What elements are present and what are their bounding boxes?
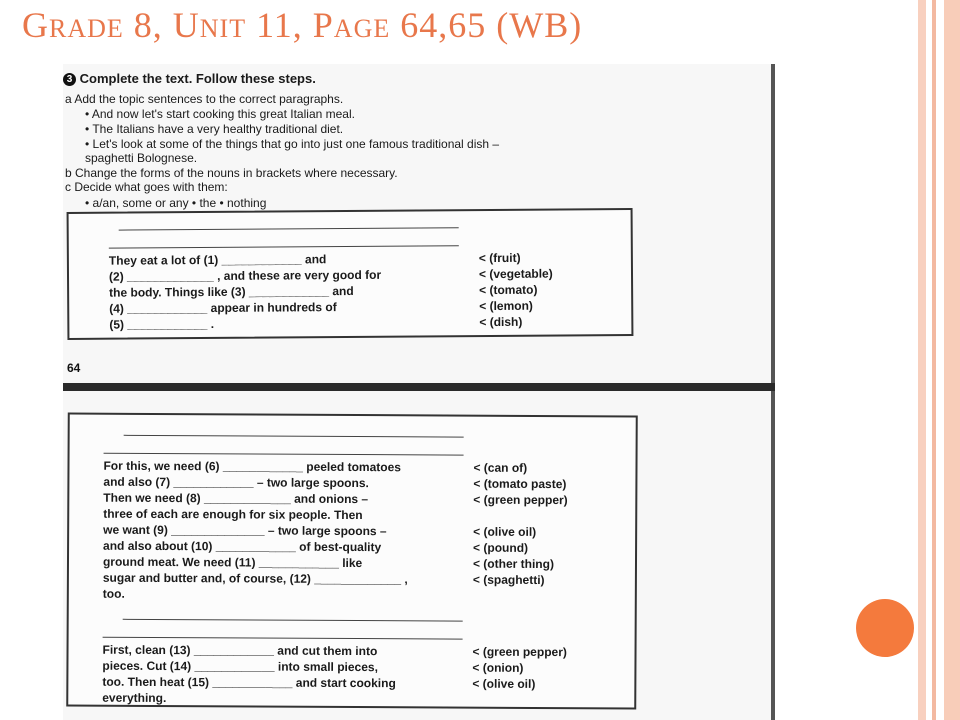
p64-hint-4: < (lemon) [479, 298, 533, 314]
step-a-bullet-1: • And now let's start cooking this great Italian meal. [85, 107, 355, 121]
step-a-bullet-3-cont: spaghetti Bolognese. [85, 151, 198, 165]
p65-para2-line-6: and also about (10) ____________ of best-quality [103, 538, 382, 555]
p65-para2-line-4: three of each are enough for six people. Then [103, 506, 363, 523]
p64-line-2: (2) _____________ , and these are very good for [108, 267, 382, 284]
p64-hint-5: < (dish) [479, 314, 523, 330]
page-divider [63, 383, 775, 391]
topic-sentence-blank-4 [104, 453, 464, 456]
page64-card [67, 208, 634, 340]
title-part-4: 64,65 (WB) [390, 5, 583, 45]
step-c-options: • a/an, some or any • the • nothing [85, 196, 267, 210]
title-part-1: GRADE [22, 5, 124, 45]
p64-line-4: (4) ____________ appear in hundreds of [109, 300, 337, 316]
workbook-scan [63, 64, 775, 720]
slide-title [22, 4, 582, 46]
edge-stripe-5 [944, 0, 960, 720]
topic-sentence-blank-2 [109, 245, 459, 248]
exercise-number-badge: 3 [63, 73, 76, 86]
p64-hint-1: < (fruit) [478, 250, 521, 266]
step-c: c Decide what goes with them: [65, 180, 228, 194]
p65-para3-line-3: too. Then heat (15) ____________ and start cooking [102, 674, 396, 691]
p65-para2-hint-7: < (other thing) [472, 556, 555, 572]
p65-para2-line-5: we want (9) ______________ – two large spoons – [103, 522, 387, 539]
topic-sentence-blank-5 [123, 619, 463, 622]
p65-para3-hint-1: < (green pepper) [472, 644, 567, 660]
p65-para2-line-3: Then we need (8) _____________ and onions – [103, 490, 369, 507]
p64-line-5: (5) ____________ . [109, 316, 215, 332]
p64-line-3: the body. Things like (3) ____________ and [109, 283, 354, 300]
step-b: b Change the forms of the nouns in brackets where necessary. [65, 166, 398, 180]
p65-para2-line-9: too. [102, 586, 125, 601]
p65-para3-line-2: pieces. Cut (14) ____________ into small pieces, [102, 658, 378, 675]
page65-card [66, 413, 638, 710]
p65-para2-line-7: ground meat. We need (11) ____________ like [102, 554, 363, 571]
p65-para2-line-1: For this, we need (6) ____________ peeled tomatoes [103, 458, 401, 475]
decorative-circle [856, 599, 914, 657]
p65-para3-hint-2: < (onion) [472, 660, 524, 675]
p64-hint-3: < (tomato) [479, 282, 538, 298]
p64-line-1: They eat a lot of (1) ____________ and [108, 252, 327, 268]
p65-para2-hint-3: < (green pepper) [473, 492, 568, 508]
step-a: a Add the topic sentences to the correct paragraphs. [65, 92, 344, 106]
p65-para2-line-8: sugar and butter and, of course, (12) _____________ , [102, 570, 408, 587]
title-part-2: 8, UNIT [123, 5, 247, 45]
step-a-bullet-2: • The Italians have a very healthy traditional diet. [85, 122, 344, 136]
p65-para2-hint-6: < (pound) [473, 540, 529, 555]
topic-sentence-blank-3 [124, 435, 464, 438]
topic-sentence-blank-6 [103, 637, 463, 640]
edge-stripe-1 [918, 0, 926, 720]
p65-para2-hint-5: < (olive oil) [473, 524, 537, 539]
p65-para2-line-2: and also (7) ____________ – two large spoons. [103, 474, 369, 491]
topic-sentence-blank-1 [119, 227, 459, 230]
p64-hint-2: < (vegetable) [478, 266, 553, 282]
title-part-3: 11, PAGE [246, 5, 391, 45]
scan-edge-shadow [771, 64, 775, 720]
p65-para3-hint-3: < (olive oil) [472, 676, 536, 691]
step-a-bullet-3: • Let's look at some of the things that go into just one famous traditional dish – [85, 137, 500, 151]
edge-stripe-4 [936, 0, 944, 720]
p65-para2-hint-1: < (can of) [473, 460, 528, 475]
p65-para2-hint-8: < (spaghetti) [472, 572, 545, 588]
page-number-64: 64 [67, 361, 81, 375]
p65-para3-line-4: everything. [102, 690, 167, 706]
p65-para2-hint-2: < (tomato paste) [473, 476, 567, 492]
p65-para3-line-1: First, clean (13) ____________ and cut them into [102, 642, 378, 659]
exercise-heading: 3 Complete the text. Follow these steps. [63, 72, 316, 87]
